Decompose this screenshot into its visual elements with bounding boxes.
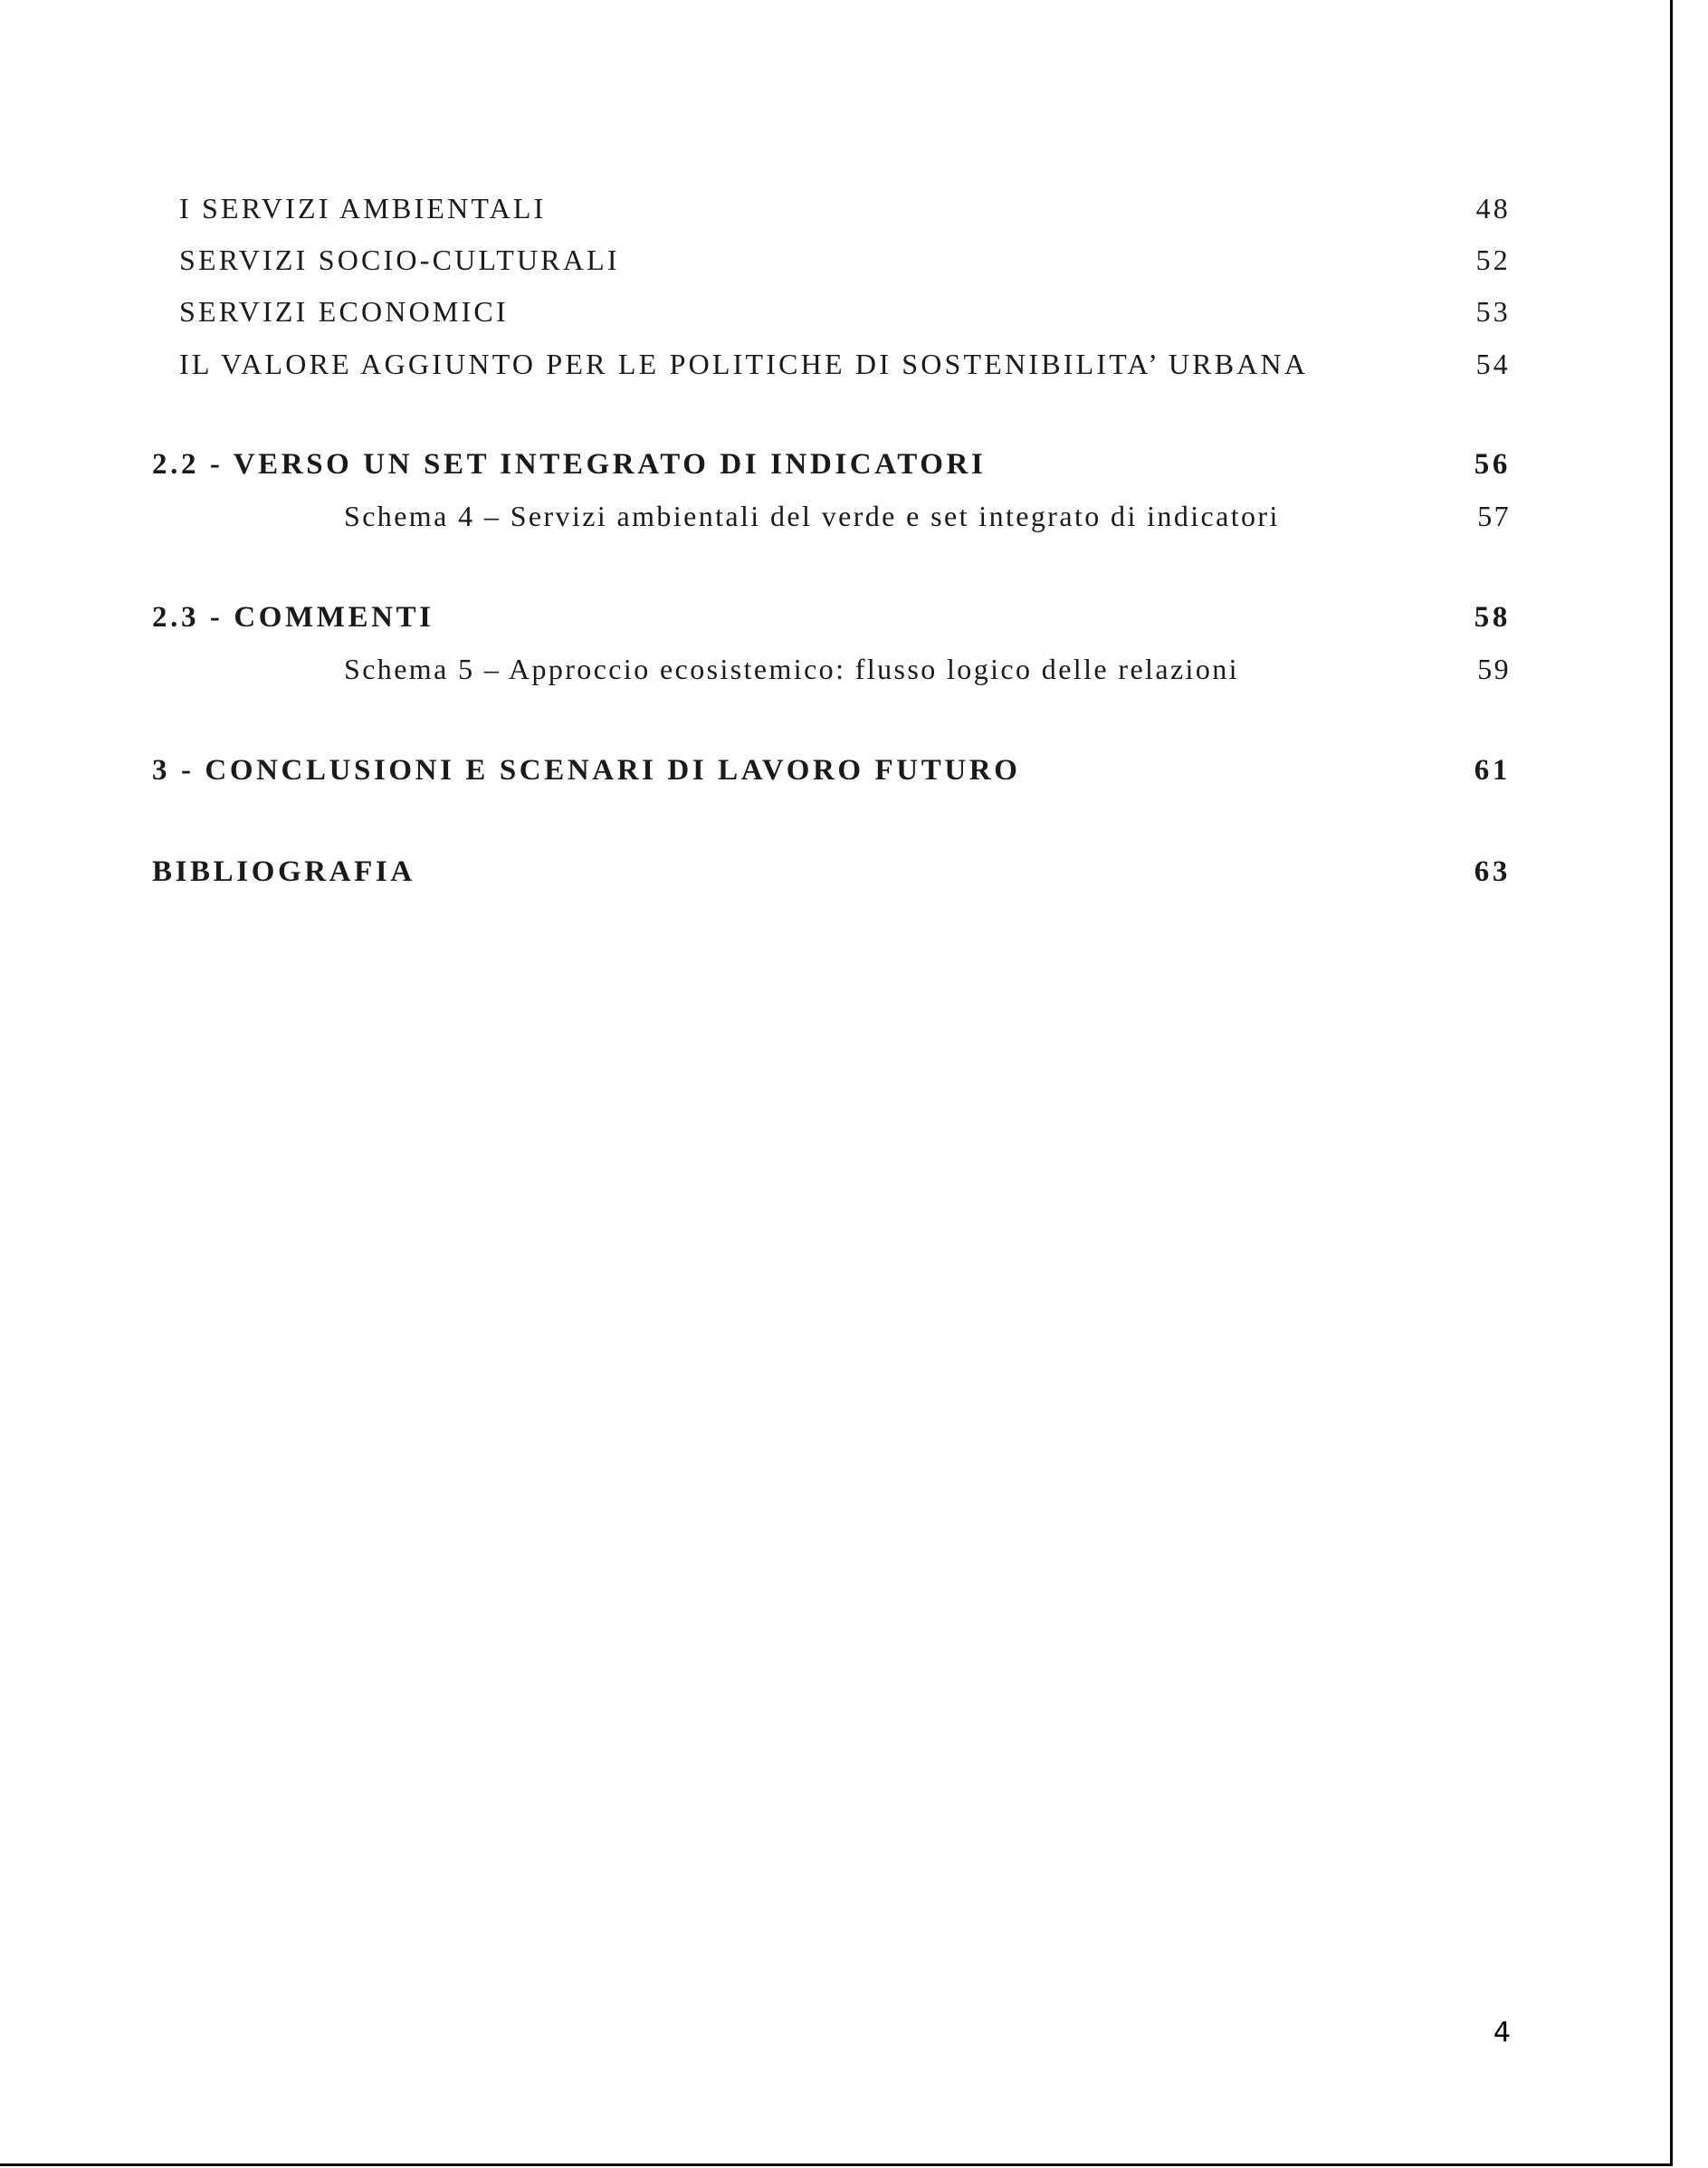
toc-entry-page: 54 — [1475, 348, 1511, 380]
toc-entry[interactable] — [0, 295, 1670, 340]
toc-entry-title: 2.3 - COMMENTI — [152, 601, 434, 634]
toc-entry-page: 56 — [1474, 448, 1511, 481]
toc-entry-page: 53 — [1475, 295, 1511, 328]
toc-entry-page: 52 — [1475, 244, 1511, 276]
toc-figure-entry[interactable] — [0, 653, 1670, 698]
toc-section-heading[interactable] — [0, 601, 1670, 646]
toc-entry-title: IL VALORE AGGIUNTO PER LE POLITICHE DI SOSTENIBILITA’ URBANA — [179, 348, 1309, 380]
toc-entry-title: Schema 4 – Servizi ambientali del verde e set integrato di indicatori — [344, 500, 1280, 532]
toc-entry[interactable] — [0, 192, 1670, 237]
toc-entry-page: 63 — [1474, 855, 1511, 888]
toc-entry-page: 48 — [1475, 192, 1511, 224]
toc-entry-page: 61 — [1474, 754, 1511, 787]
toc-entry-title: Schema 5 – Approccio ecosistemico: flusso logico delle relazioni — [344, 653, 1239, 685]
toc-entry-title: 2.2 - VERSO UN SET INTEGRATO DI INDICATORI — [152, 448, 987, 481]
page-number: 4 — [1493, 2017, 1511, 2049]
toc-entry-page: 59 — [1477, 653, 1511, 685]
toc-entry-title: 3 - CONCLUSIONI E SCENARI DI LAVORO FUTURO — [152, 754, 1021, 787]
toc-section-heading[interactable] — [0, 754, 1670, 799]
toc-entry[interactable] — [0, 244, 1670, 289]
toc-entry-page: 57 — [1477, 500, 1511, 532]
toc-section-heading[interactable] — [0, 448, 1670, 493]
toc-entry-title: SERVIZI SOCIO-CULTURALI — [179, 244, 620, 276]
toc-entry-title: I SERVIZI AMBIENTALI — [179, 192, 547, 224]
toc-entry[interactable] — [0, 348, 1670, 393]
toc-section-heading[interactable] — [0, 855, 1670, 901]
toc-entry-page: 58 — [1474, 601, 1511, 634]
toc-figure-entry[interactable] — [0, 500, 1670, 545]
toc-entry-title: BIBLIOGRAFIA — [152, 855, 415, 888]
toc-entry-title: SERVIZI ECONOMICI — [179, 295, 509, 328]
